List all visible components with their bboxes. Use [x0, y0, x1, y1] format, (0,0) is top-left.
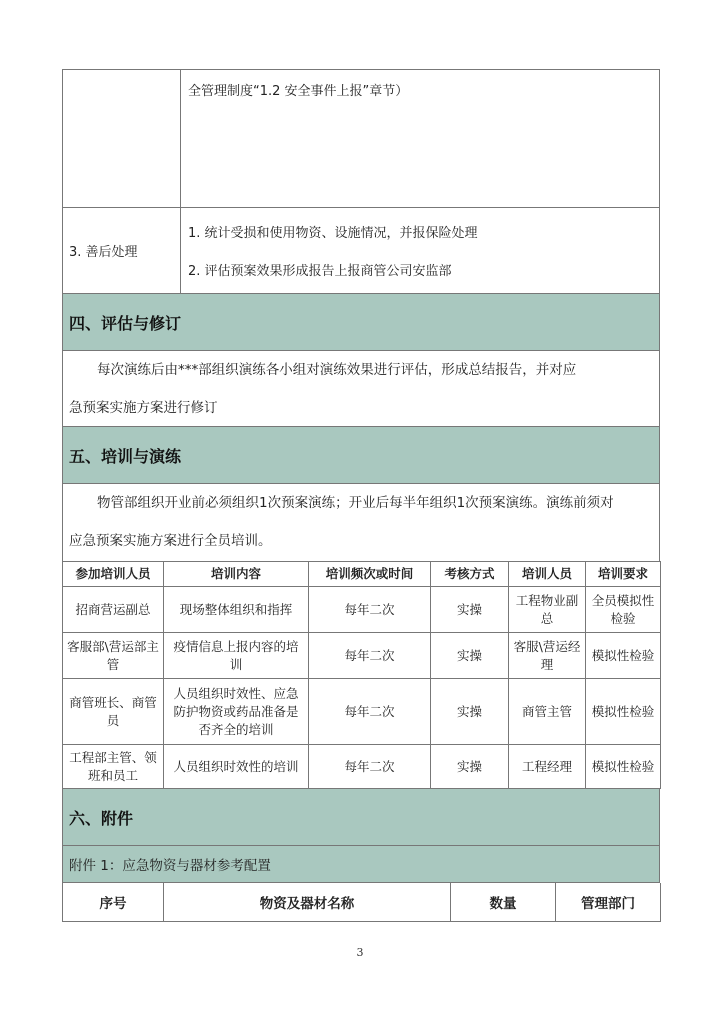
table-cell: 招商营运副总: [63, 587, 164, 633]
table-cell: 商管主管: [509, 679, 586, 745]
col-header: 管理部门: [556, 883, 661, 922]
table-cell: 每年二次: [309, 633, 431, 679]
table-cell: 实操: [431, 745, 509, 789]
col-header: 培训要求: [586, 562, 661, 587]
aftermath-label: 3. 善后处理: [63, 208, 181, 293]
document-page: [62, 69, 660, 922]
section-5-line-1: 物管部组织开业前必须组织1次预案演练；开业后每半年组织1次预案演练。演练前须对: [97, 495, 614, 511]
section-6-heading: 六、附件: [62, 789, 660, 846]
table-cell: 实操: [431, 587, 509, 633]
col-header: 数量: [451, 883, 556, 922]
table-cell: 工程物业副总: [509, 587, 586, 633]
aftermath-item-2: 2. 评估预案效果形成报告上报商管公司安监部: [188, 264, 452, 279]
continuation-text: 全管理制度“1.2 安全事件上报”章节）: [188, 84, 409, 99]
attachment-1-title: 附件 1：应急物资与器材参考配置: [62, 846, 660, 883]
training-table-header: [63, 562, 661, 587]
table-cell: 实操: [431, 633, 509, 679]
table-cell: 商管班长、商管员: [63, 679, 164, 745]
table-cell: 模拟性检验: [586, 745, 661, 789]
training-table: [62, 561, 661, 789]
table-cell: 模拟性检验: [586, 679, 661, 745]
page-number: 3: [356, 946, 364, 959]
table-cell: 工程经理: [509, 745, 586, 789]
col-header: 培训频次或时间: [309, 562, 431, 587]
table-row: [63, 679, 661, 745]
table-cell: 客服\营运经理: [509, 633, 586, 679]
table-cell: 实操: [431, 679, 509, 745]
table-cell: 每年二次: [309, 745, 431, 789]
table-cell: 工程部主管、领班和员工: [63, 745, 164, 789]
section-4-line-1: 每次演练后由***部组织演练各小组对演练效果进行评估，形成总结报告，并对应: [97, 362, 577, 378]
col-header: 考核方式: [431, 562, 509, 587]
section-5-line-2: 应急预案实施方案进行全员培训。: [69, 533, 272, 549]
col-header: 序号: [63, 883, 164, 922]
col-header: 培训内容: [164, 562, 309, 587]
supplies-table-header: [63, 883, 661, 922]
table-row: [63, 587, 661, 633]
col-header: 物资及器材名称: [164, 883, 451, 922]
supplies-table: [62, 883, 661, 922]
table-row: [63, 745, 661, 789]
section-5-body: [62, 484, 660, 561]
col-header: 培训人员: [509, 562, 586, 587]
section-4-heading: 四、评估与修订: [62, 294, 660, 351]
section-5-heading: 五、培训与演练: [62, 427, 660, 484]
table-cell: 现场整体组织和指挥: [164, 587, 309, 633]
response-continuation-row: [62, 69, 660, 208]
table-cell: 全员模拟性检验: [586, 587, 661, 633]
table-cell: 每年二次: [309, 587, 431, 633]
section-4-line-2: 急预案实施方案进行修订: [69, 400, 218, 416]
aftermath-item-1: 1. 统计受损和使用物资、设施情况，并报保险处理: [188, 226, 478, 241]
empty-label-cell: [63, 70, 181, 207]
section-4-body: [62, 351, 660, 427]
table-cell: 客服部\营运部主管: [63, 633, 164, 679]
table-cell: 每年二次: [309, 679, 431, 745]
table-cell: 疫情信息上报内容的培训: [164, 633, 309, 679]
table-cell: 模拟性检验: [586, 633, 661, 679]
table-cell: 人员组织时效性的培训: [164, 745, 309, 789]
table-row: [63, 633, 661, 679]
aftermath-row: [62, 208, 660, 294]
table-cell: 人员组织时效性、应急防护物资或药品准备是否齐全的培训: [164, 679, 309, 745]
col-header: 参加培训人员: [63, 562, 164, 587]
